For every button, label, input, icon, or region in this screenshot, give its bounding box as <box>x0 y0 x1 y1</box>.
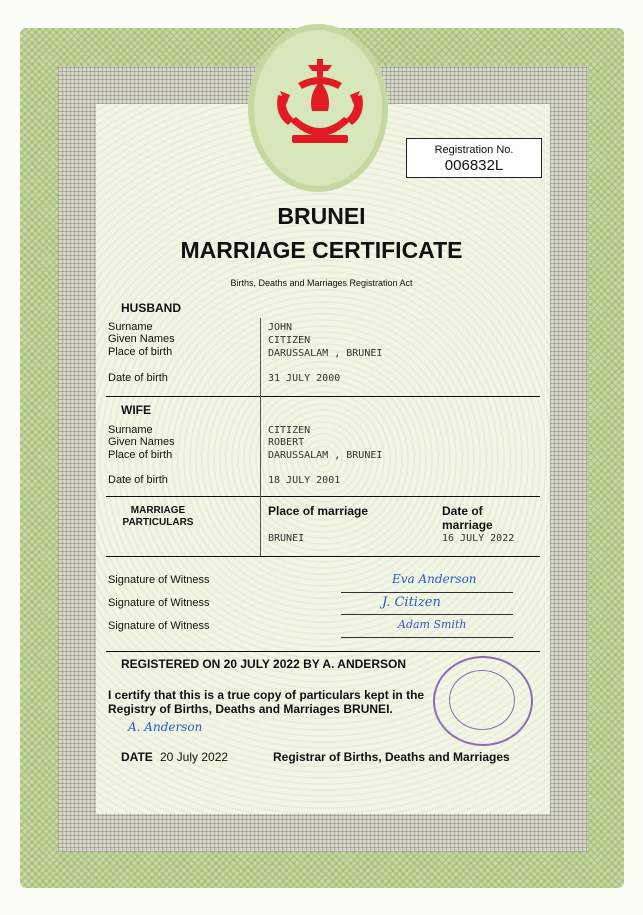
husband-heading: HUSBAND <box>121 301 181 315</box>
divider-marriage-witness <box>106 556 540 557</box>
registration-number: 006832L <box>444 157 504 174</box>
witness-line-2 <box>341 614 513 615</box>
registration-label: Registration No. <box>434 144 514 156</box>
divider-wife-marriage <box>106 496 540 497</box>
marriage-heading <box>108 505 208 529</box>
witness-line-1 <box>341 592 513 593</box>
title-country: BRUNEI <box>277 203 366 229</box>
divider-husband-wife <box>106 396 540 397</box>
wife-place-value: DARUSSALAM , BRUNEI <box>268 450 383 461</box>
certification-line2: Registry of Births, Deaths and Marriages BRUNEI. <box>108 702 393 716</box>
witness-line-3 <box>341 637 513 638</box>
place-of-marriage-label: Place of marriage <box>268 504 369 518</box>
date-of-marriage-label-line1: Date of <box>442 504 483 518</box>
registrar-title: Registrar of Births, Deaths and Marriages <box>273 750 510 764</box>
date-value: 20 July 2022 <box>160 750 229 764</box>
husband-place-label: Place of birth <box>108 346 173 358</box>
husband-date-label: Date of birth <box>108 372 168 384</box>
registration-box <box>406 138 542 178</box>
divider-witness-registered <box>106 651 540 652</box>
registration-act: Births, Deaths and Marriages Registration Act <box>230 278 413 288</box>
place-of-marriage-value: BRUNEI <box>268 533 305 544</box>
wife-date-label: Date of birth <box>108 474 168 486</box>
date-of-marriage-value: 16 JULY 2022 <box>442 533 515 544</box>
husband-place-value: DARUSSALAM , BRUNEI <box>268 348 383 359</box>
witness-label-3: Signature of Witness <box>108 620 210 632</box>
witness-signature-2: J. Citizen <box>382 595 441 610</box>
wife-place-label: Place of birth <box>108 449 173 461</box>
title-document: MARRIAGE CERTIFICATE <box>180 237 463 263</box>
husband-surname-value: JOHN <box>268 322 293 333</box>
wife-given-label: Given Names <box>108 436 175 448</box>
husband-date-value: 31 JULY 2000 <box>268 373 341 384</box>
wife-date-value: 18 JULY 2001 <box>268 475 341 486</box>
registrar-signature: A. Anderson <box>128 720 203 734</box>
wife-surname-label: Surname <box>108 424 153 436</box>
marriage-heading-line2: PARTICULARS <box>122 517 194 528</box>
husband-given-value: CITIZEN <box>268 335 311 346</box>
official-stamp <box>433 656 533 746</box>
date-of-marriage-label-line2: marriage <box>442 518 493 532</box>
witness-label-2: Signature of Witness <box>108 597 210 609</box>
wife-given-value: ROBERT <box>268 437 305 448</box>
wife-surname-value: CITIZEN <box>268 425 311 436</box>
husband-surname-label: Surname <box>108 321 153 333</box>
brunei-crest-icon <box>268 55 372 151</box>
registered-statement: REGISTERED ON 20 JULY 2022 BY A. ANDERSON <box>121 657 406 671</box>
date-label: DATE <box>121 750 153 764</box>
column-divider <box>260 318 261 556</box>
certification-text <box>108 688 424 716</box>
witness-signature-1: Eva Anderson <box>392 572 477 586</box>
witness-signature-3: Adam Smith <box>398 618 467 631</box>
witness-label-1: Signature of Witness <box>108 574 210 586</box>
husband-given-label: Given Names <box>108 333 175 345</box>
date-of-marriage-label <box>442 504 493 532</box>
certification-line1: I certify that this is a true copy of particulars kept in the <box>108 688 425 702</box>
marriage-heading-line1: MARRIAGE <box>130 505 186 516</box>
wife-heading: WIFE <box>121 403 151 417</box>
stamp-emblem-icon <box>449 670 515 730</box>
